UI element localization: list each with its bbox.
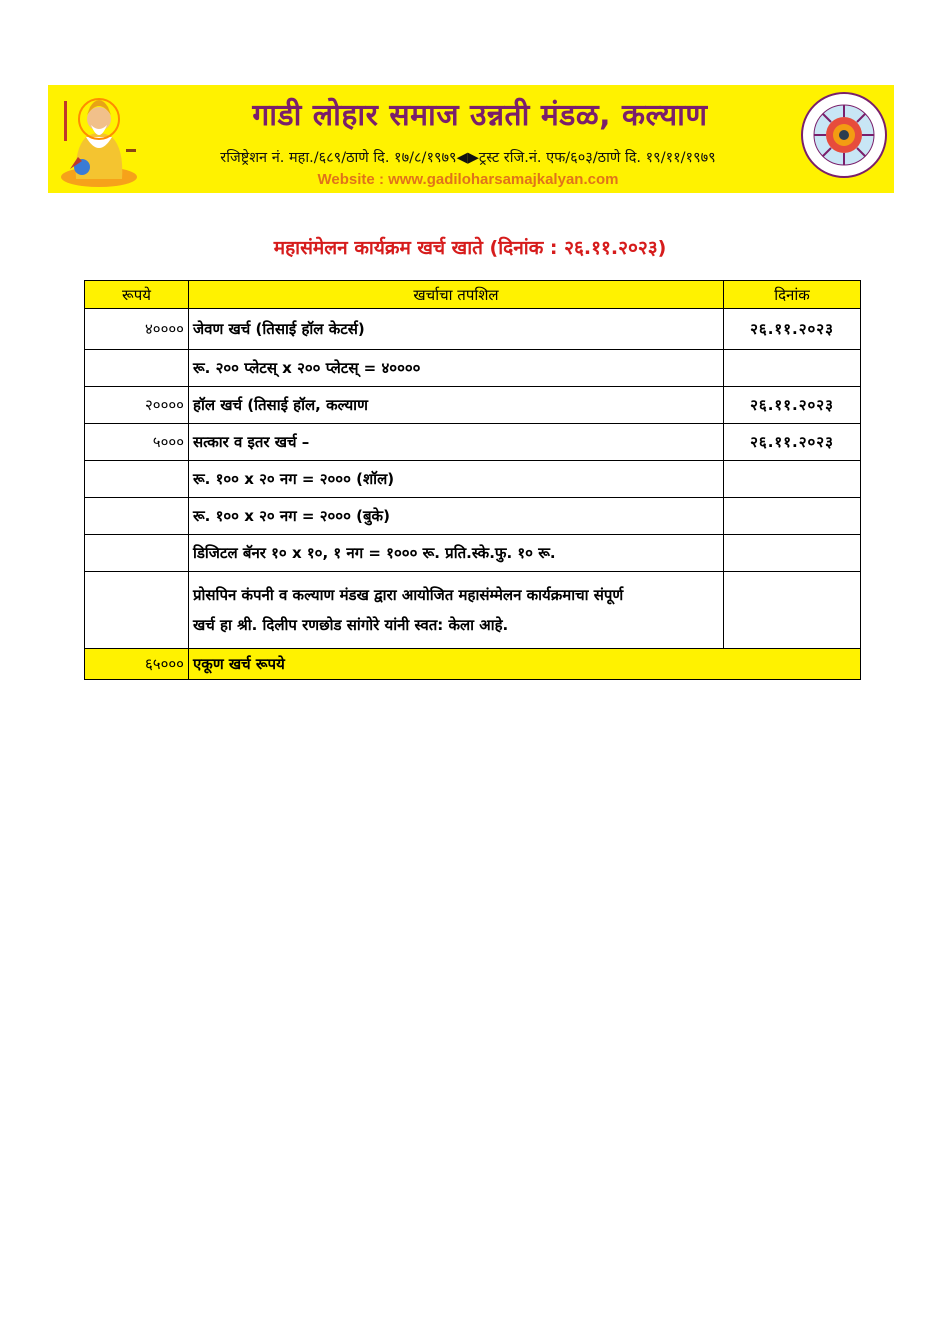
column-header-date: दिनांक [724, 281, 861, 309]
row-date: २६.११.२०२३ [724, 387, 861, 424]
row-description: रू. १०० x २० नग = २००० (शॉल) [189, 461, 724, 498]
table-row [85, 572, 861, 649]
row-amount [85, 572, 189, 649]
row-description: रू. १०० x २० नग = २००० (बुके) [189, 498, 724, 535]
row-description: रू. २०० प्लेटस् x २०० प्लेटस् = ४०००० [189, 350, 724, 387]
row-date: २६.११.२०२३ [724, 309, 861, 350]
total-row [85, 649, 861, 680]
row-description: डिजिटल बॅनर १० x १०, १ नग = १००० रू. प्रति.स्के.फु. १० रू. [189, 535, 724, 572]
note-line-2: खर्च हा श्री. दिलीप रणछोड सांगोरे यांनी स्वत: केला आहे. [193, 616, 509, 634]
total-label: एकूण खर्च रूपये [189, 649, 861, 680]
row-amount: ४०००० [85, 309, 189, 350]
table-row [85, 387, 861, 424]
table-header-row [85, 281, 861, 309]
column-header-details: खर्चाचा तपशिल [189, 281, 724, 309]
row-date [724, 461, 861, 498]
row-date [724, 535, 861, 572]
row-description: सत्कार व इतर खर्च – [189, 424, 724, 461]
table-row [85, 424, 861, 461]
header-banner [48, 85, 894, 193]
table-row [85, 350, 861, 387]
column-header-amount: रूपये [85, 281, 189, 309]
vishwakarma-deity-icon [56, 89, 142, 189]
table-row [85, 498, 861, 535]
registration-details: रजिष्ट्रेशन नं. महा./६८९/ठाणे दि. १७/८/१९७९◀▶ट्रस्ट रजि.नं. एफ/६०३/ठाणे दि. १९/११/१९७९ [220, 150, 716, 166]
row-amount: ५००० [85, 424, 189, 461]
total-amount: ६५००० [85, 649, 189, 680]
row-description: हॉल खर्च (तिसाई हॉल, कल्याण [189, 387, 724, 424]
row-amount [85, 535, 189, 572]
row-amount: २०००० [85, 387, 189, 424]
row-amount [85, 350, 189, 387]
row-description [189, 572, 724, 649]
website-link[interactable]: Website : www.gadiloharsamajkalyan.com [317, 171, 619, 188]
row-description: जेवण खर्च (तिसाई हॉल केटर्स) [189, 309, 724, 350]
document-title: महासंमेलन कार्यक्रम खर्च खाते (दिनांक : २६.११.२०२३) [273, 237, 667, 259]
table-row [85, 535, 861, 572]
organization-seal-icon [800, 91, 888, 179]
table-row [85, 461, 861, 498]
expense-table [84, 280, 861, 680]
row-amount [85, 461, 189, 498]
row-date [724, 572, 861, 649]
row-amount [85, 498, 189, 535]
table-row [85, 309, 861, 350]
note-line-1: प्रोसपिन कंपनी व कल्याण मंडख द्वारा आयोजित महासंम्मेलन कार्यक्रमाचा संपूर्ण [193, 586, 624, 604]
row-date [724, 498, 861, 535]
row-date: २६.११.२०२३ [724, 424, 861, 461]
organization-name: गाडी लोहार समाज उन्नती मंडळ, कल्याण [252, 98, 708, 133]
row-date [724, 350, 861, 387]
